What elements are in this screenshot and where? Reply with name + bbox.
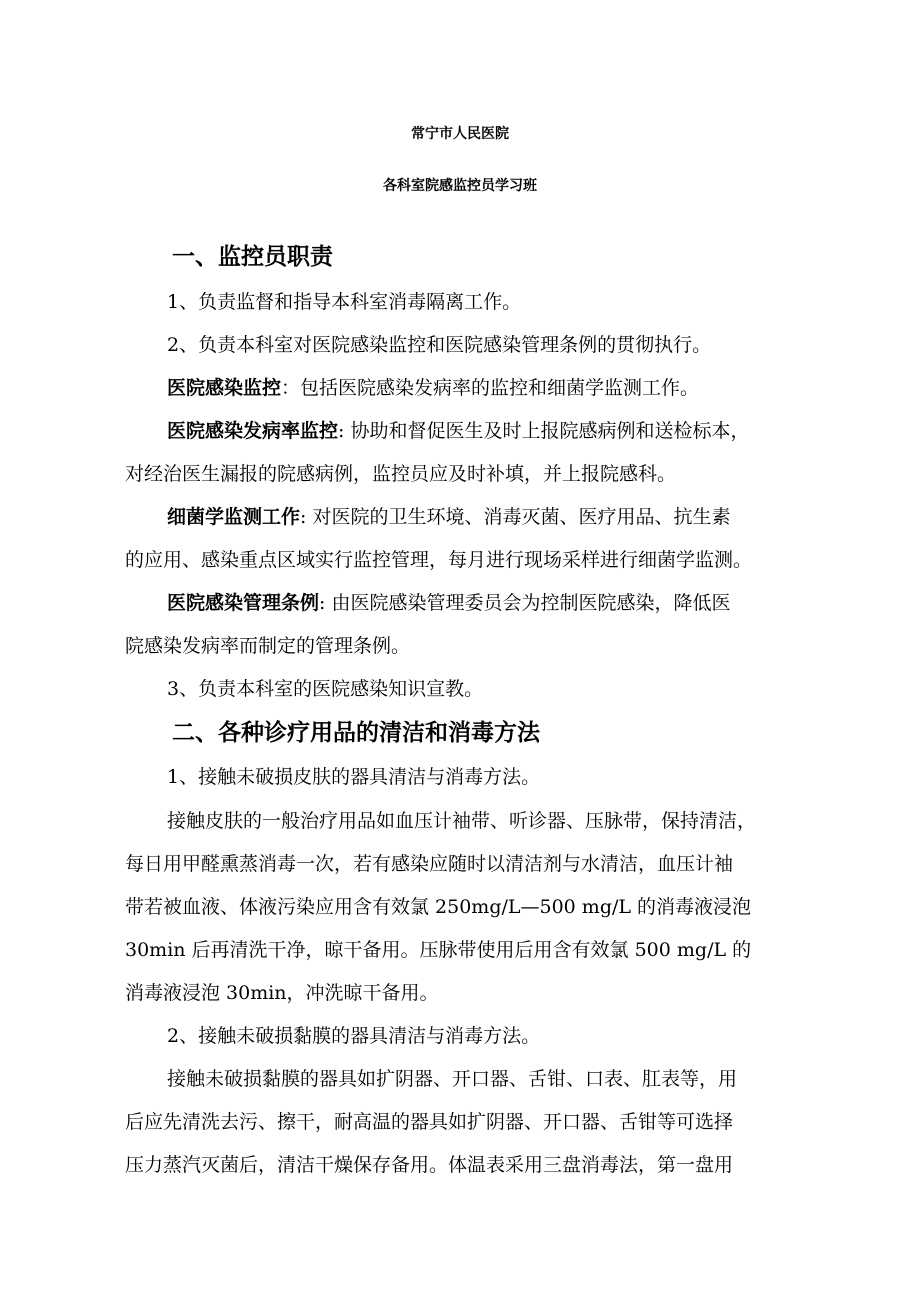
section2-heading: 二、各种诊疗用品的清洁和消毒方法	[172, 720, 540, 746]
definition-infection-monitoring	[167, 373, 699, 403]
section2-item1: 1、接触未破损皮肤的器具清洁与消毒方法。	[167, 766, 541, 788]
definition-management-regulations-cont: 院感染发病率而制定的管理条例。	[125, 635, 411, 657]
definition-text: ：包括医院感染发病率的监控和细菌学监测工作。	[281, 377, 700, 399]
definition-text: : 对医院的卫生环境、消毒灭菌、医疗用品、抗生素	[300, 506, 731, 528]
course-title: 各科室院感监控员学习班	[383, 178, 537, 194]
section2-para1-line2: 每日用甲醛熏蒸消毒一次，若有感染应随时以清洁剂与水清洁，血压计袖	[125, 853, 734, 875]
definition-management-regulations	[167, 588, 730, 618]
definition-term: 医院感染发病率监控	[167, 420, 339, 442]
definition-text: : 协助和督促医生及时上报院感病例和送检标本，	[338, 420, 750, 442]
definition-bacteriology	[167, 502, 730, 532]
section2-para1-line5: 消毒液浸泡 30min，冲洗晾干备用。	[125, 982, 439, 1004]
definition-term: 细菌学监测工作	[167, 506, 301, 528]
hospital-title: 常宁市人民医院	[411, 126, 509, 142]
section2-para1-line4: 30min 后再清洗干净，晾干备用。压脉带使用后用含有效氯 500 mg/L 的	[125, 939, 752, 961]
section2-para2-line2: 后应先清洗去污、擦干，耐高温的器具如扩阴器、开口器、舌钳等可选择	[125, 1111, 734, 1133]
section1-item1: 1、负责监督和指导本科室消毒隔离工作。	[167, 291, 522, 313]
definition-term: 医院感染管理条例	[167, 592, 320, 614]
section1-item3: 3、负责本科室的医院感染知识宣教。	[167, 678, 484, 700]
section2-para2-line3: 压力蒸汽灭菌后，清洁干燥保存备用。体温表采用三盘消毒法，第一盘用	[125, 1154, 734, 1176]
definition-incidence-monitoring-cont: 对经治医生漏报的院感病例，监控员应及时补填，并上报院感科。	[125, 463, 677, 485]
section1-heading: 一、监控员职责	[172, 244, 333, 270]
definition-incidence-monitoring	[167, 416, 749, 446]
section2-para2-line1: 接触未破损黏膜的器具如扩阴器、开口器、舌钳、口表、肛表等，用	[167, 1068, 738, 1090]
section1-item2: 2、负责本科室对医院感染监控和医院感染管理条例的贯彻执行。	[167, 334, 712, 356]
definition-term: 医院感染监控	[167, 377, 282, 399]
definition-text: : 由医院感染管理委员会为控制医院感染，降低医	[319, 592, 731, 614]
section2-para1-line3: 带若被血液、体液污染应用含有效氯 250mg/L—500 mg/L 的消毒液浸泡	[125, 896, 752, 918]
definition-bacteriology-cont: 的应用、感染重点区域实行监控管理，每月进行现场采样进行细菌学监测。	[125, 549, 753, 571]
section2-para1-line1: 接触皮肤的一般治疗用品如血压计袖带、听诊器、压脉带，保持清洁，	[167, 810, 757, 832]
section2-item2: 2、接触未破损黏膜的器具清洁与消毒方法。	[167, 1025, 541, 1047]
